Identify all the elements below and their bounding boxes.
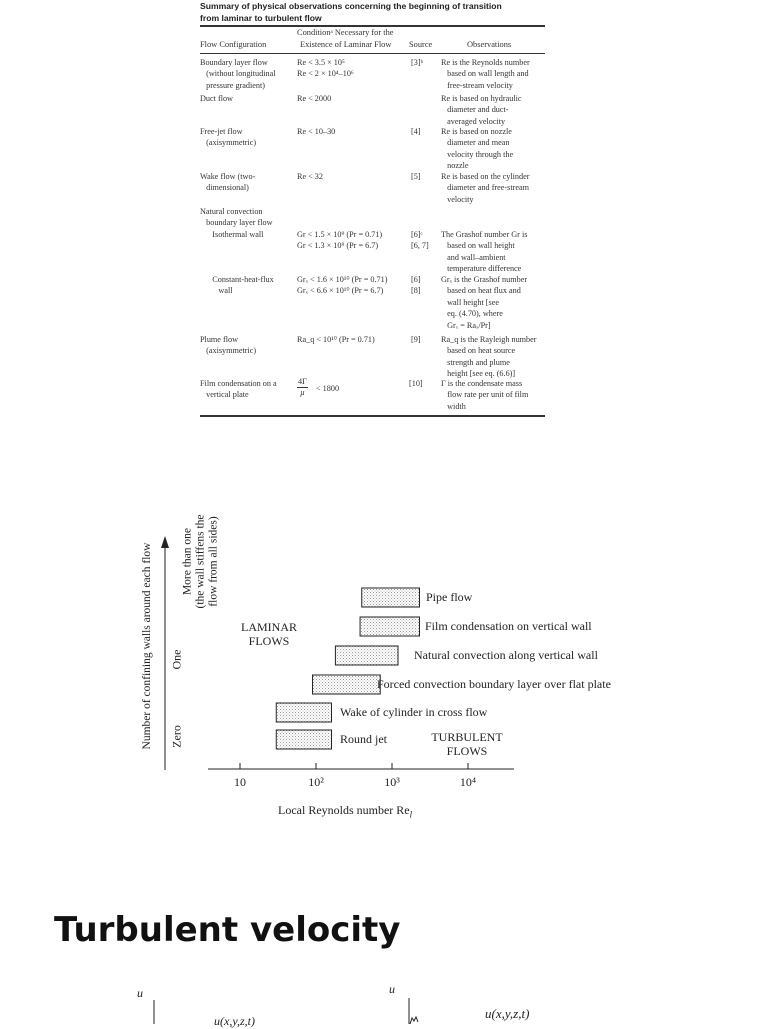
left-curve-label: u(x,y,z,t) (214, 1014, 255, 1028)
regime-bar (360, 617, 419, 636)
bar-label: Film condensation on vertical wall (425, 619, 592, 633)
row-condition: Gr < 1.5 × 10⁹ (Pr = 0.71) Gr < 1.3 × 10⁹ (Pr = 6.7) (297, 229, 383, 251)
y-axis-arrow-icon (161, 536, 169, 548)
row-source: [5] (411, 172, 421, 181)
row-observations: Re is based on the cylinder diameter and free-stream velocity (441, 172, 530, 204)
header-observations: Observations (467, 40, 512, 49)
y-category-one: One (169, 649, 184, 670)
right-velocity-trace (410, 1017, 418, 1024)
row-source: [6]ᶜ [6, 7] (411, 229, 429, 251)
x-tick-marks (240, 763, 468, 769)
turbulent-region-label: TURBULENT FLOWS (431, 730, 503, 758)
row-config: Duct flow (200, 94, 233, 103)
row-config: Natural convection boundary layer flow Isothermal wall (200, 207, 273, 239)
x-tick-label: 10⁴ (459, 775, 477, 789)
row-observations: Re is the Reynolds number based on wall length and free-stream velocity (441, 58, 530, 90)
row-observations: The Grashof number Gr is based on wall height and wall–ambient temperature difference (441, 229, 528, 274)
film-fraction (297, 377, 308, 398)
row-config: Boundary layer flow (without longitudinal pressure gradient) (200, 58, 276, 90)
bar-label: Pipe flow (426, 590, 473, 604)
row-source: [10] (409, 379, 423, 388)
header-flow-configuration: Flow Configuration (200, 40, 267, 49)
row-observations: Γ is the condensate mass flow rate per unit of film width (441, 379, 529, 411)
velocity-axes (140, 998, 420, 1024)
row-source: [9] (411, 335, 421, 344)
flow-regime-diagram (130, 490, 650, 825)
left-axis-label: u (137, 986, 143, 1000)
regime-bar (313, 675, 381, 694)
y-category-zero: Zero (169, 725, 184, 748)
row-observations: Re is based on nozzle diameter and mean velocity through the nozzle (441, 127, 514, 171)
regime-bar (362, 588, 420, 607)
header-condition-line1: Conditionᵃ Necessary for the (297, 28, 394, 37)
fraction-numerator: 4Γ (298, 377, 307, 386)
row-config: Wake flow (two- dimensional) (200, 172, 256, 193)
row-condition: Re < 32 (297, 172, 323, 181)
row-condition: < 1800 (316, 384, 340, 393)
row-config: Free-jet flow (axisymmetric) (200, 127, 257, 148)
right-curve-label: u(x,y,z,t) (485, 1006, 530, 1021)
laminar-region-label: LAMINAR FLOWS (241, 620, 297, 648)
table-title-line2: from laminar to turbulent flow (200, 13, 322, 23)
row-config: Plume flow (axisymmetric) (200, 335, 257, 356)
fraction-denominator: μ (300, 388, 305, 397)
x-axis-label (278, 803, 412, 819)
row-observations: Re is based on hydraulic diameter and duct- averaged velocity (441, 94, 522, 126)
row-source: [3]ᵇ (411, 58, 424, 67)
row-condition: Re < 2000 (297, 94, 332, 103)
bar-label: Natural convection along vertical wall (414, 648, 598, 662)
row-config: Film condensation on a vertical plate (200, 379, 277, 400)
row-observations: Grₓ is the Grashof number based on heat flux and wall height [see eq. (4.70), where Grₓ = Raₓ/Pr] (441, 275, 528, 330)
y-axis-label: Number of confining walls around each flow (141, 542, 153, 750)
right-axis-label: u (389, 982, 395, 996)
row-observations: Ra_q is the Rayleigh number based on heat source strength and plume height [see eq. (6.6)] (441, 335, 537, 379)
x-tick-label: 10³ (384, 775, 400, 789)
y-category-more-than-one: More than one (the wall stiffens the flow from all sides) (181, 514, 220, 609)
row-condition: Grₓ < 1.6 × 10¹⁰ (Pr = 0.71) Grₓ < 6.6 × 10¹⁰ (Pr = 6.7) (297, 275, 388, 296)
x-axis-label-subscript: l (409, 809, 413, 820)
x-tick-label: 10 (234, 775, 246, 789)
x-axis-label-text: Local Reynolds number Re (278, 803, 410, 817)
transition-summary-table (200, 0, 545, 418)
row-source: [4] (411, 127, 421, 136)
header-condition-line2: Existence of Laminar Flow (300, 40, 392, 49)
header-source: Source (409, 40, 433, 49)
regime-bar (335, 646, 398, 665)
bar-label: Forced convection boundary layer over flat plate (377, 677, 611, 691)
regime-bar (276, 703, 331, 722)
regime-bar (276, 730, 331, 749)
bar-label: Wake of cylinder in cross flow (340, 705, 488, 719)
row-condition: Re < 3.5 × 10⁵ Re < 2 × 10⁴–10⁶ (297, 58, 354, 79)
row-config: Constant-heat-flux wall (212, 275, 274, 296)
section-heading: Turbulent velocity (54, 910, 401, 950)
bar-group (276, 588, 419, 749)
row-condition: Re < 10–30 (297, 127, 336, 136)
table-bottom-rule (200, 415, 545, 417)
table-title-line1: Summary of physical observations concerning the beginning of transition (200, 1, 502, 11)
bar-label: Round jet (340, 732, 387, 746)
row-source: [6] [8] (411, 275, 421, 296)
table-title (200, 0, 545, 24)
x-tick-label: 10² (308, 775, 324, 789)
row-condition: Ra_q < 10¹⁰ (Pr = 0.71) (297, 335, 375, 344)
table-header-rule (200, 53, 545, 54)
table-top-rule (200, 25, 545, 27)
